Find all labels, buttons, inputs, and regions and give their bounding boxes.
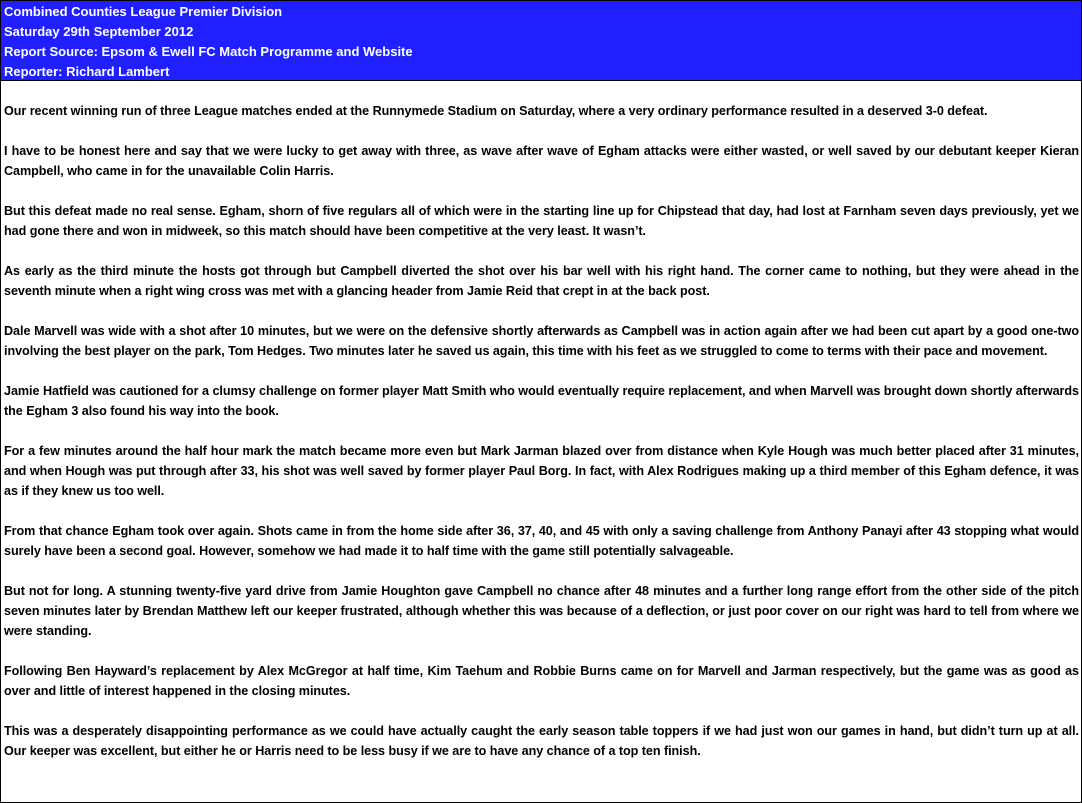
report-paragraph: Jamie Hatfield was cautioned for a clumsy challenge on former player Matt Smith who would eventually require replacement, and when Marvell was brought down shortly afterwards the Egham 3 also found his way into the book. xyxy=(4,384,1079,418)
report-paragraph: From that chance Egham took over again. Shots came in from the home side after 36, 37, 40, and 45 with only a saving challenge from Anthony Panayi after 43 stopping what would surely have been a second goal. However, somehow we had made it to half time with the game still potentially salvageable. xyxy=(4,524,1079,558)
report-paragraph: But not for long. A stunning twenty-five yard drive from Jamie Houghton gave Campbell no chance after 48 minutes and a further long range effort from the other side of the pitch seven minutes later by Brendan Matthew left our keeper frustrated, although whether this was because of a deflection, or just poor cover on our right was hard to tell from where we were standing. xyxy=(4,584,1079,638)
match-date: Saturday 29th September 2012 xyxy=(4,24,194,39)
report-paragraph: As early as the third minute the hosts got through but Campbell diverted the shot over his bar well with his right hand. The corner came to nothing, but they were ahead in the seventh minute when a right wing cross was met with a glancing header from Jamie Reid that crept in at the back post. xyxy=(4,264,1079,298)
report-paragraph: Our recent winning run of three League matches ended at the Runnymede Stadium on Saturday, where a very ordinary performance resulted in a deserved 3-0 defeat. xyxy=(4,104,988,118)
report-paragraph: For a few minutes around the half hour mark the match became more even but Mark Jarman blazed over from distance when Kyle Hough was much better placed after 31 minutes, and when Hough was put through after 33, his shot was well saved by former player Paul Borg. In fact, with Alex Rodrigues making up a third member of this Egham defence, it was as if they knew us too well. xyxy=(4,444,1079,498)
report-paragraph: Dale Marvell was wide with a shot after 10 minutes, but we were on the defensive shortly afterwards as Campbell was in action again after we had been cut apart by a good one-two involving the best player on the park, Tom Hedges. Two minutes later he saved us again, this time with his feet as we struggled to come to terms with their pace and movement. xyxy=(4,324,1079,358)
report-paragraph: Following Ben Hayward’s replacement by Alex McGregor at half time, Kim Taehum and Robbie Burns came on for Marvell and Jarman respectively, but the game was as good as over and little of interest happened in the closing minutes. xyxy=(4,664,1079,698)
report-paragraph: I have to be honest here and say that we were lucky to get away with three, as wave after wave of Egham attacks were either wasted, or well saved by our debutant keeper Kieran Campbell, who came in for the unavailable Colin Harris. xyxy=(4,144,1079,178)
reporter: Reporter: Richard Lambert xyxy=(4,64,170,79)
report-header xyxy=(1,1,1081,81)
league-title: Combined Counties League Premier Division xyxy=(4,4,283,19)
report-paragraph: This was a desperately disappointing performance as we could have actually caught the early season table toppers if we had just won our games in hand, but didn’t turn up at all. Our keeper was excellent, but either he or Harris need to be less busy if we are to have any chance of a top ten finish. xyxy=(4,724,1079,758)
report-source: Report Source: Epsom & Ewell FC Match Programme and Website xyxy=(4,44,413,59)
report-body xyxy=(1,81,1081,761)
report-paragraph: But this defeat made no real sense. Egham, shorn of five regulars all of which were in the starting line up for Chipstead that day, had lost at Farnham seven days previously, yet we had gone there and won in midweek, so this match should have been competitive at the very least. It wasn’t. xyxy=(4,204,1079,238)
